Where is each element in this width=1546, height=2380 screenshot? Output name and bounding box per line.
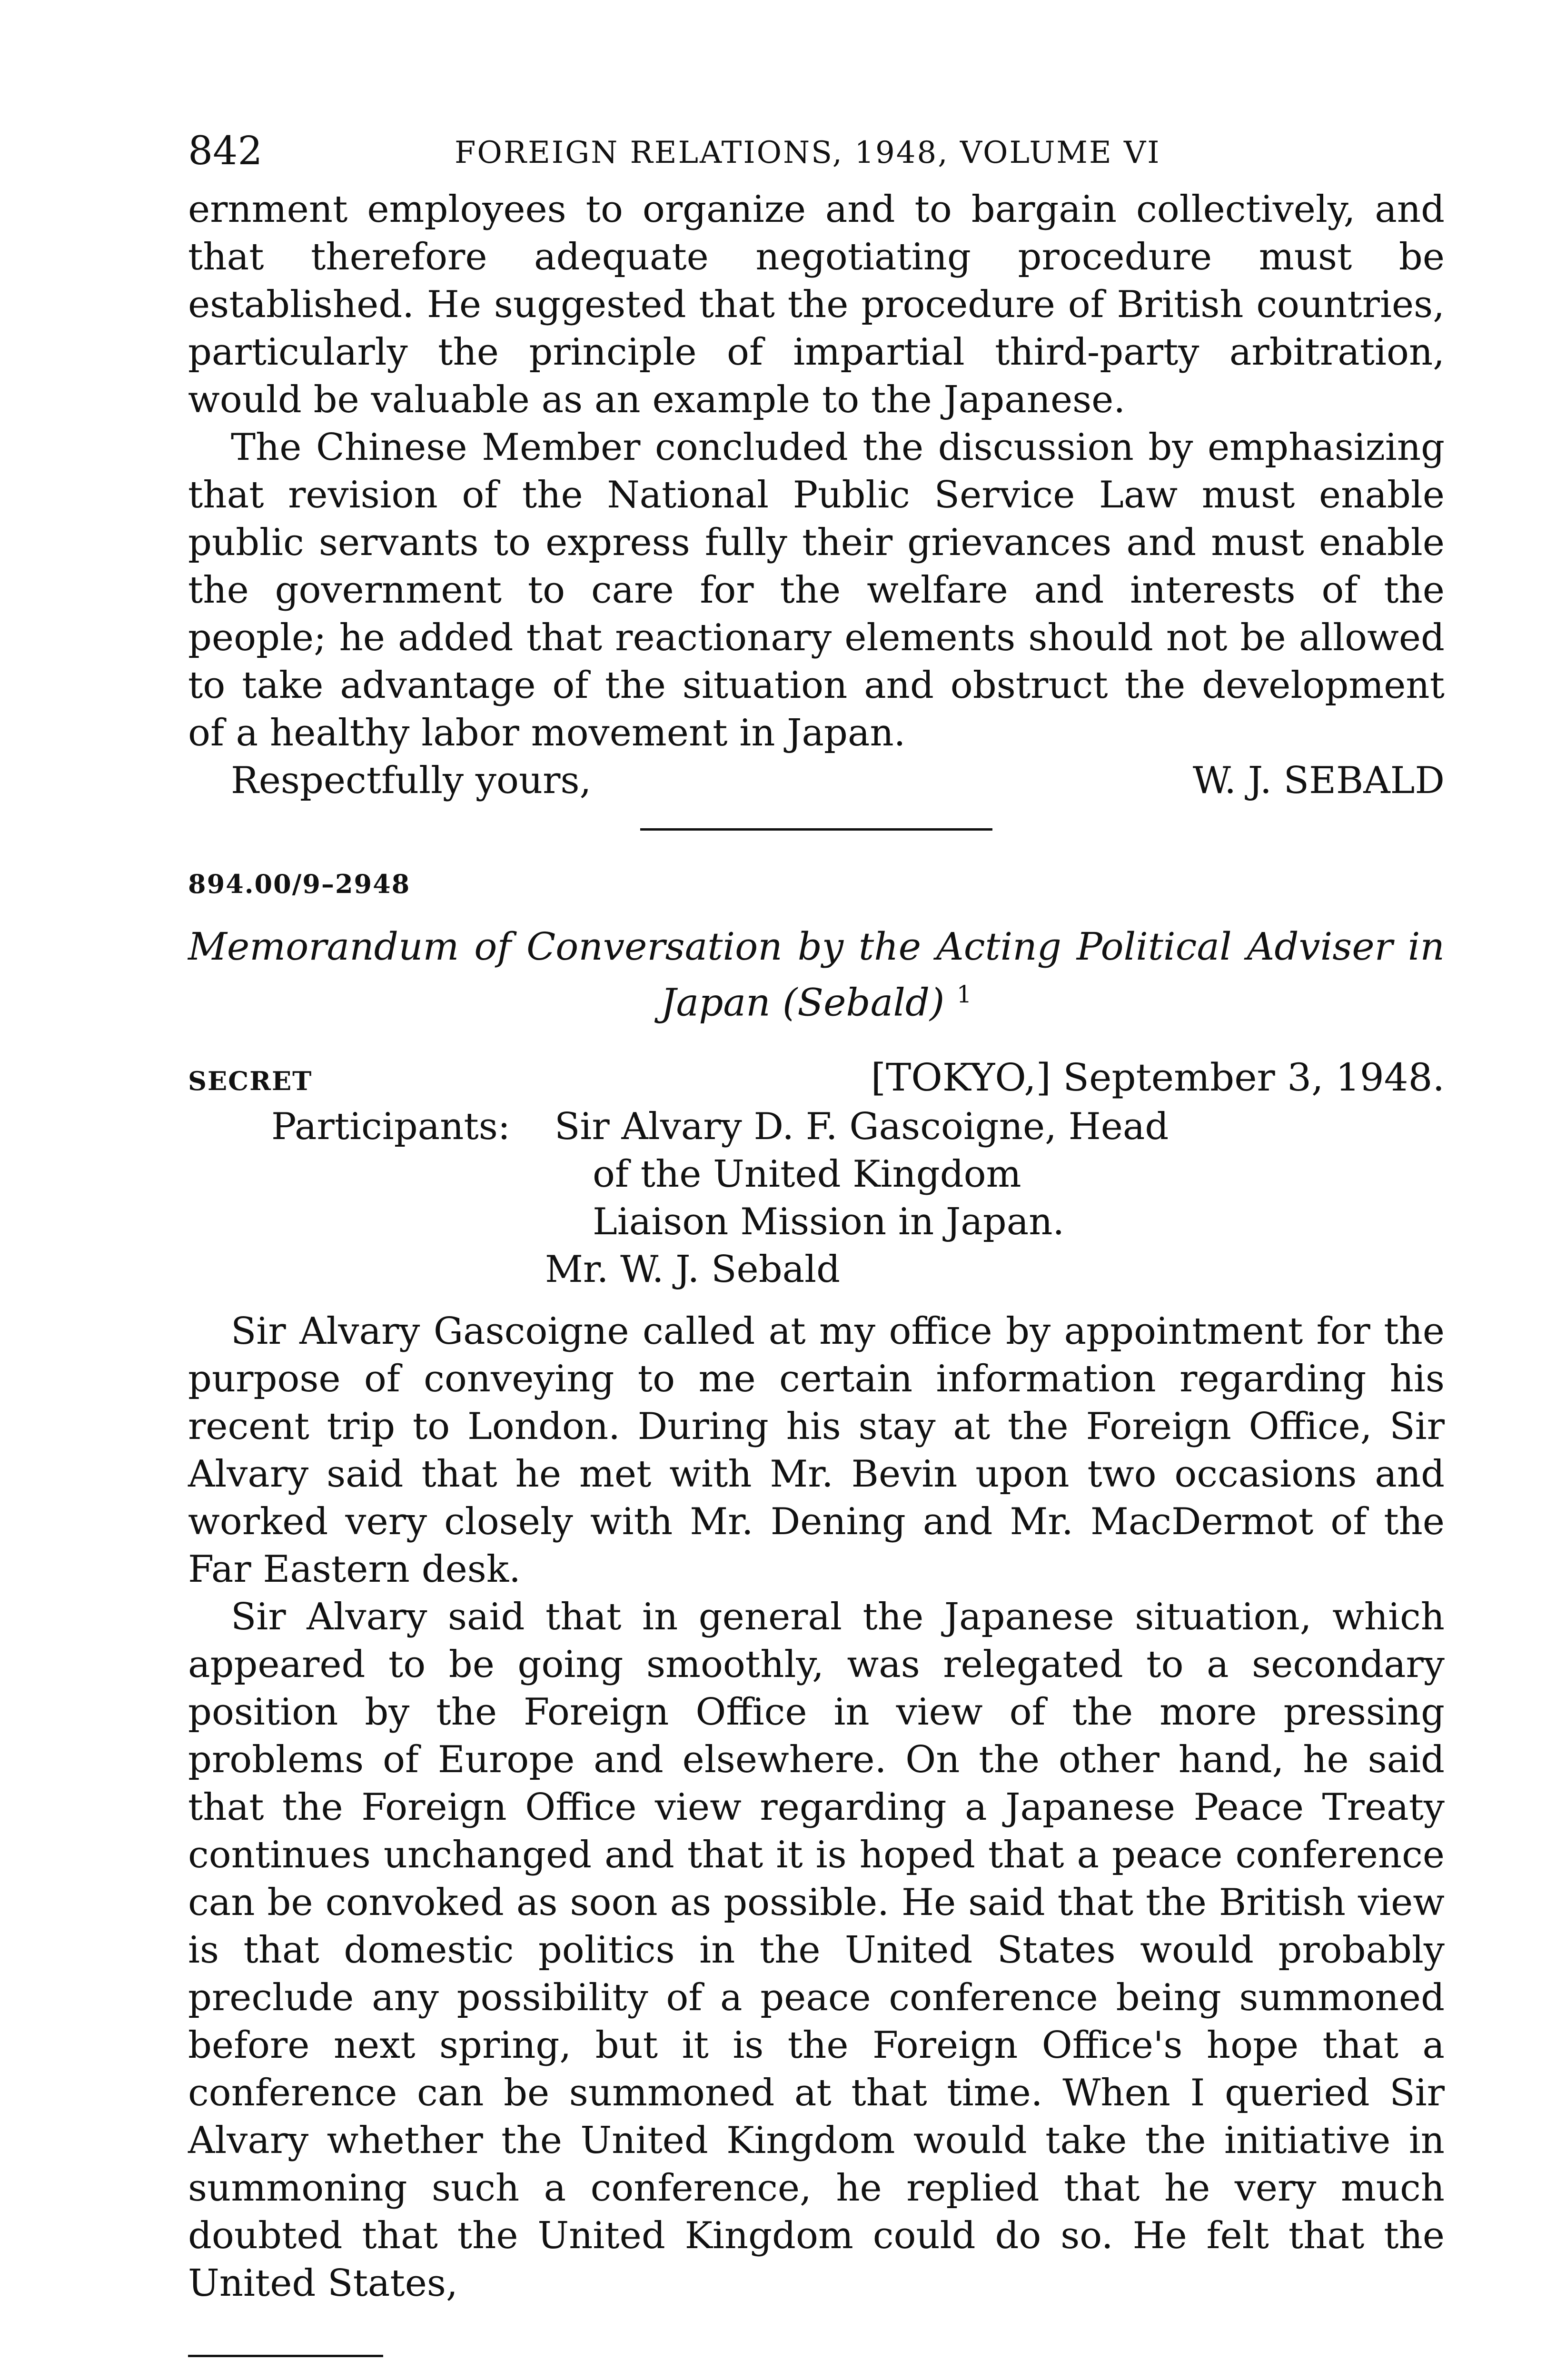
closing: Respectfully yours, bbox=[231, 759, 592, 802]
participants-list bbox=[545, 1103, 1169, 1293]
memorandum-paragraph-1: Sir Alvary Gascoigne called at my office by appointment for the purpose of conveying to me certain information regarding his recent trip to London. During his stay at the Foreign Office, Sir Alvary said that he met with Mr. Bevin upon two occasions and worked very closely with Mr. Dening and Mr. MacDermot of the Far Eastern desk. bbox=[188, 1309, 1445, 1591]
continuation-paragraph-2: The Chinese Member concluded the discussion by emphasizing that revision of the National Public Service Law must enable public servants to express fully their grievances and must enable the government to care for the welfare and interests of the people; he added that reactionary elements should not be allowed to take advantage of the situation and obstruct the development of a healthy labor movement in Japan. bbox=[188, 426, 1445, 754]
continuation-paragraph-1: ernment employees to organize and to bargain collectively, and that therefore adequate negotiating procedure must be established. He suggested that the procedure of British countries, particularly the principle of impartial third-party arbitration, would be valuable as an example to the Japanese. bbox=[188, 188, 1445, 421]
page-number: 842 bbox=[188, 129, 263, 174]
running-head bbox=[188, 129, 1445, 186]
page bbox=[188, 129, 1445, 2380]
section-divider bbox=[640, 828, 992, 831]
meta-row bbox=[188, 1055, 1445, 1103]
continuation-text bbox=[188, 186, 1445, 757]
participants-label: Participants: bbox=[271, 1105, 511, 1148]
participant-2: Mr. W. J. Sebald bbox=[545, 1248, 841, 1291]
footnote-ref: 1 bbox=[956, 981, 972, 1008]
document-title bbox=[188, 923, 1445, 1027]
signature: W. J. SEBALD bbox=[1192, 759, 1445, 802]
memorandum-paragraph-2: Sir Alvary said that in general the Japanese situation, which appeared to be going smoothly, was relegated to a secondary position by the Foreign Office in view of the more pressing problems of Europe and elsewhere. On the other hand, he said that the Foreign Office view regarding a Japanese Peace Treaty continues unchanged and that it is hoped that a peace conference can be convoked as soon as possible. He said that the British view is that domestic politics in the United States would probably preclude any possibility of a peace conference being summoned before next spring, but it is the Foreign Office's hope that a conference can be summoned at that time. When I queried Sir Alvary whether the United Kingdom would take the initiative in summoning such a conference, he replied that he very much doubted that the United Kingdom could do so. He felt that the United States, bbox=[188, 1595, 1445, 2305]
memorandum-text bbox=[188, 1308, 1445, 2307]
participant-1-line-1: Sir Alvary D. F. Gascoigne, Head bbox=[555, 1105, 1169, 1148]
footnote-divider bbox=[188, 2355, 383, 2357]
participants bbox=[188, 1103, 1445, 1308]
document-title-text: Memorandum of Conversation by the Acting Political Adviser in Japan (Sebald) bbox=[188, 924, 1445, 1025]
participant-1 bbox=[555, 1103, 1169, 1246]
running-title: FOREIGN RELATIONS, 1948, VOLUME VI bbox=[455, 135, 1161, 170]
classification: SECRET bbox=[188, 1065, 313, 1096]
file-number: 894.00/9–2948 bbox=[188, 869, 411, 899]
participant-1-line-3: Liaison Mission in Japan. bbox=[593, 1200, 1065, 1243]
participant-1-line-2: of the United Kingdom bbox=[593, 1152, 1021, 1196]
dateline: [TOKYO,] September 3, 1948. bbox=[871, 1055, 1445, 1100]
signoff bbox=[188, 757, 1445, 809]
